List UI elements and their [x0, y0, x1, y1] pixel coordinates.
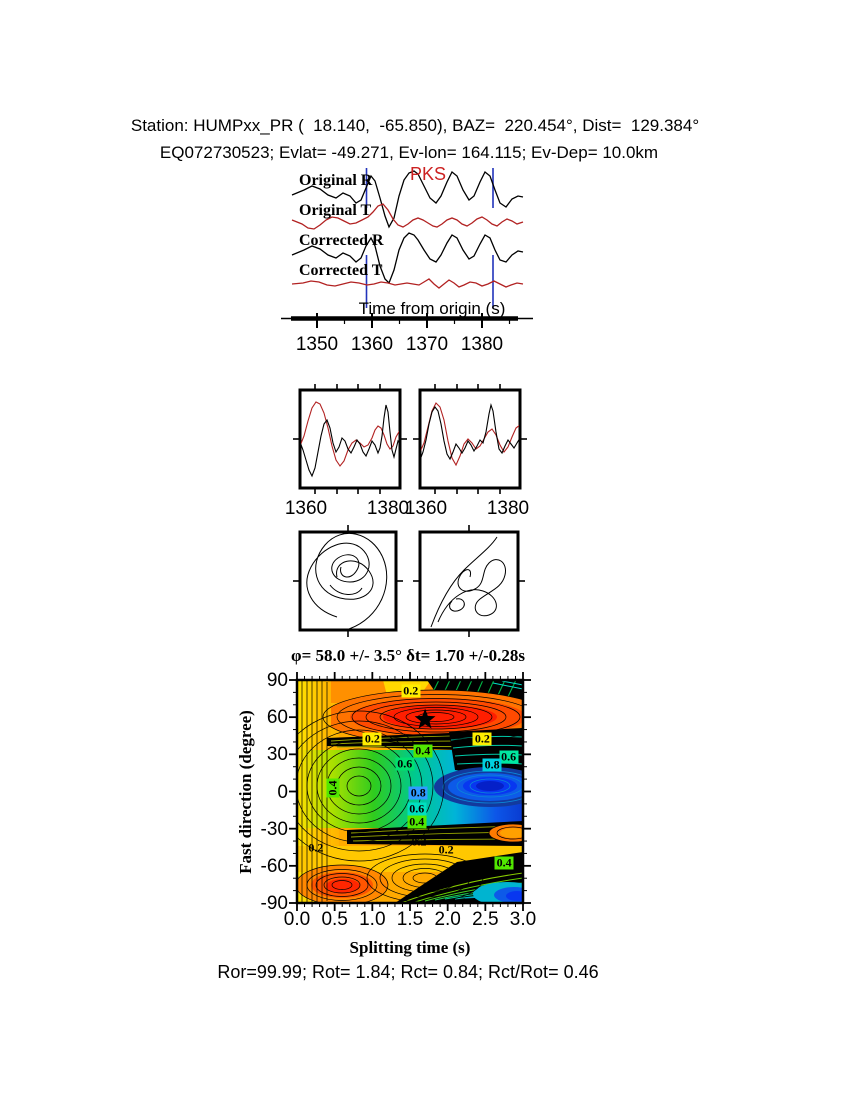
zoom-right-radial: [420, 405, 520, 460]
particle-motion-corrected: [431, 537, 506, 627]
contour-level-label: 0.2: [364, 731, 380, 746]
trace-label-original-r: Original R: [299, 172, 373, 189]
contour-xtick-label: 3.0: [509, 909, 537, 930]
particle-motion-box-corrected: [420, 532, 518, 630]
particle-motion-original: [307, 533, 387, 629]
time-axis-tick-label: 1380: [460, 334, 504, 355]
best-solution-star: [415, 709, 436, 729]
contour-title: φ= 58.0 +/- 3.5° δt= 1.70 +/-0.28s: [290, 646, 526, 665]
contour-level-label: 0.2: [308, 840, 324, 855]
trace-label-original-t: Original T: [299, 202, 372, 219]
event-info-line: EQ072730523; Evlat= -49.271, Ev-lon= 164.115; Ev-Dep= 10.0km: [159, 143, 659, 162]
contour-xtick-label: 0.0: [283, 909, 311, 930]
contour-xtick-label: 2.5: [472, 909, 499, 930]
contour-level-label: 0.6: [397, 756, 413, 771]
contour-level-label: 0.2: [474, 731, 490, 746]
trace-label-corrected-r: Corrected R: [299, 232, 384, 249]
contour-ytick-label: 90: [266, 670, 288, 691]
contour-level-label: 0.4: [325, 780, 340, 796]
zoom-right-transverse: [420, 403, 520, 465]
zoom-box-tick-label: 1380: [486, 498, 530, 519]
zoom-box-tick-label: 1360: [284, 498, 328, 519]
contour-xtick-label: 1.5: [396, 909, 424, 930]
contour-xlabel: Splitting time (s): [349, 938, 471, 957]
contour-level-label: 0.6: [409, 801, 425, 816]
contour-ytick-label: 30: [266, 744, 288, 766]
phase-label: PKS: [410, 164, 447, 184]
contour-ytick-label: 60: [266, 707, 288, 729]
contour-level-label: 0.2: [438, 842, 454, 857]
quality-metrics-line: Ror=99.99; Rot= 1.84; Rct= 0.84; Rct/Rot= 0.46: [217, 962, 599, 982]
analysis-window-markers: [367, 168, 494, 308]
zoom-box-tick-label: 1360: [404, 498, 448, 519]
contour-xtick-label: 0.5: [321, 909, 348, 930]
contour-level-label: 0.4: [496, 855, 512, 870]
trace-label-corrected-t: Corrected T: [299, 262, 383, 279]
time-axis-title: Time from origin (s): [358, 299, 506, 318]
time-axis-tick-label: 1350: [295, 334, 339, 355]
time-axis-tick-label: 1370: [405, 334, 449, 355]
contour-ylabel: Fast direction (degree): [236, 710, 255, 874]
particle-motion-box-original: [300, 532, 396, 630]
contour-xtick-label: 2.0: [434, 909, 461, 930]
contour-level-label: 0.2: [403, 683, 419, 698]
contour-level-label: 0.4: [415, 743, 431, 758]
trace-corrected-t: [292, 279, 523, 288]
station-info-line: Station: HUMPxx_PR ( 18.140, -65.850), BAZ= 220.454°, Dist= 129.384°: [130, 116, 700, 135]
time-axis-tick-label: 1360: [350, 334, 394, 355]
contour-ytick-label: -90: [260, 893, 288, 914]
contour-ytick-label: -60: [260, 855, 288, 877]
contour-level-label: 0.2: [411, 834, 427, 849]
contour-level-label: 0.8: [484, 757, 500, 772]
contour-level-label: 0.8: [410, 785, 426, 800]
contour-ytick-label: 0: [277, 781, 288, 803]
contour-ytick-label: -30: [260, 818, 288, 840]
contour-level-label: 0.6: [501, 749, 517, 764]
contour-xtick-label: 1.0: [359, 909, 386, 930]
contour-level-label: 0.4: [409, 814, 425, 829]
zoom-box-tick-label: 1380: [366, 498, 410, 519]
zoom-left-radial: [300, 405, 400, 476]
